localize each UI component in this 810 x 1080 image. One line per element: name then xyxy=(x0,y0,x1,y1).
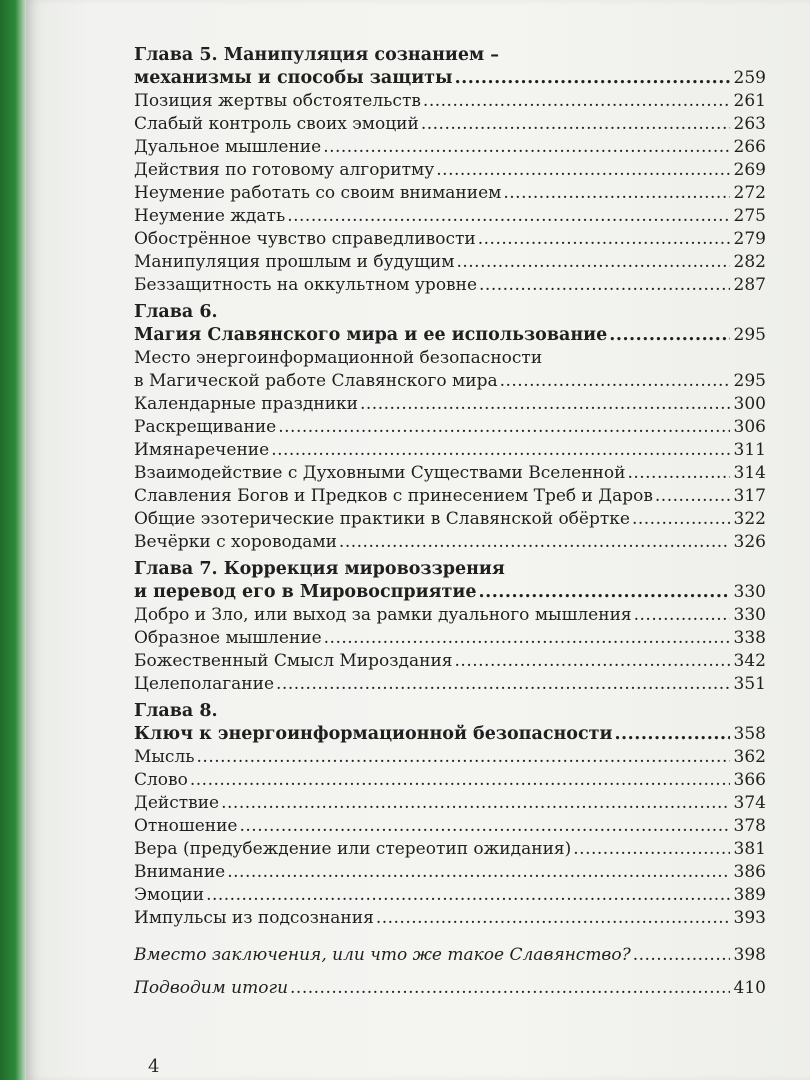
dot-leader xyxy=(633,944,730,967)
toc-entry xyxy=(134,673,766,696)
entry-title: Имянаречение xyxy=(134,440,270,460)
entry-page: 295 xyxy=(733,371,766,391)
chapter-6 xyxy=(134,301,766,554)
dot-leader xyxy=(655,485,730,508)
entry-page: 306 xyxy=(733,417,766,437)
toc-entry xyxy=(134,792,766,815)
entry-page: 322 xyxy=(733,509,766,529)
dot-leader xyxy=(376,907,730,930)
dot-leader xyxy=(503,182,729,205)
entry-page: 362 xyxy=(733,747,766,767)
entry-page: 287 xyxy=(733,275,766,295)
dot-leader xyxy=(287,205,729,228)
entry-title: Магия Славянского мира и ее использование xyxy=(134,325,608,345)
toc-entry xyxy=(134,205,766,228)
chapter-5 xyxy=(134,44,766,297)
entry-title: и перевод его в Мировосприятие xyxy=(134,582,477,602)
entry-title: Целеполагание xyxy=(134,674,275,694)
entry-page: 386 xyxy=(733,862,766,882)
entry-title: Добро и Зло, или выход за рамки дуального мышления xyxy=(134,605,632,625)
entry-page: 282 xyxy=(733,252,766,272)
toc-entry xyxy=(134,90,766,113)
toc-entry xyxy=(134,531,766,554)
chapter-8 xyxy=(134,700,766,930)
toc-entry xyxy=(134,861,766,884)
entry-title: Образное мышление xyxy=(134,628,322,648)
entry-page: 259 xyxy=(733,68,766,88)
entry-title: Манипуляция прошлым и будущим xyxy=(134,252,455,272)
entry-title: в Магической работе Славянского мира xyxy=(134,371,498,391)
toc-entry xyxy=(134,182,766,205)
entry-title: Беззащитность на оккультном уровне xyxy=(134,275,478,295)
book-cover-edge xyxy=(0,0,28,1080)
dot-leader xyxy=(478,228,730,251)
entry-title: Подводим итоги xyxy=(134,978,289,998)
entry-title: Отношение xyxy=(134,816,238,836)
entry-page: 314 xyxy=(733,463,766,483)
chapter-7 xyxy=(134,558,766,696)
entry-page: 338 xyxy=(733,628,766,648)
entry-page: 261 xyxy=(733,91,766,111)
toc-entry xyxy=(134,485,766,508)
dot-leader xyxy=(632,508,730,531)
toc-entry xyxy=(134,769,766,792)
toc-entry xyxy=(134,113,766,136)
entry-page: 330 xyxy=(733,582,766,602)
entry-page: 326 xyxy=(733,532,766,552)
dot-leader xyxy=(634,604,730,627)
dot-leader xyxy=(479,274,730,297)
entry-page: 330 xyxy=(733,605,766,625)
dot-leader xyxy=(500,370,730,393)
toc-entry xyxy=(134,907,766,930)
toc-entry xyxy=(134,324,766,347)
entry-page: 358 xyxy=(733,724,766,744)
dot-leader xyxy=(323,136,729,159)
dot-leader xyxy=(573,838,729,861)
entry-page: 393 xyxy=(733,908,766,928)
dot-leader xyxy=(197,746,730,769)
entry-title: Взаимодействие с Духовными Существами Вселенной xyxy=(134,463,626,483)
entry-page: 269 xyxy=(733,160,766,180)
dot-leader xyxy=(190,769,730,792)
spacer xyxy=(134,967,766,977)
book-page xyxy=(26,0,810,1080)
dot-leader xyxy=(479,581,730,604)
toc-entry-summary xyxy=(134,977,766,1000)
dot-leader xyxy=(627,462,729,485)
entry-title: Ключ к энергоинформационной безопасности xyxy=(134,724,613,744)
toc-entry xyxy=(134,604,766,627)
entry-title: Неумение ждать xyxy=(134,206,286,226)
toc-entry xyxy=(134,370,766,393)
toc-entry xyxy=(134,439,766,462)
entry-page: 351 xyxy=(733,674,766,694)
toc-entry xyxy=(134,416,766,439)
entry-title: Вечёрки с хороводами xyxy=(134,532,337,552)
entry-title: Слабый контроль своих эмоций xyxy=(134,114,419,134)
entry-page: 311 xyxy=(733,440,766,460)
entry-title: Слово xyxy=(134,770,188,790)
dot-leader xyxy=(278,416,729,439)
toc-entry xyxy=(134,251,766,274)
dot-leader xyxy=(455,650,730,673)
toc-entry xyxy=(134,815,766,838)
entry-page: 263 xyxy=(733,114,766,134)
spacer xyxy=(134,934,766,944)
entry-title: Внимание xyxy=(134,862,226,882)
entry-title: Импульсы из подсознания xyxy=(134,908,374,928)
entry-page: 366 xyxy=(733,770,766,790)
entry-title: Раскрещивание xyxy=(134,417,277,437)
entry-page: 266 xyxy=(733,137,766,157)
entry-page: 378 xyxy=(733,816,766,836)
entry-title: Мысль xyxy=(134,747,195,767)
toc-entry xyxy=(134,723,766,746)
entry-page: 342 xyxy=(733,651,766,671)
chapter-heading: Глава 6. xyxy=(134,302,218,322)
entry-page: 374 xyxy=(733,793,766,813)
toc-entry xyxy=(134,67,766,90)
toc-entry xyxy=(134,884,766,907)
entry-title: Неумение работать со своим вниманием xyxy=(134,183,502,203)
page-number: 4 xyxy=(148,1056,160,1077)
dot-leader xyxy=(421,113,730,136)
toc-entry-line: Место энергоинформационной безопасности xyxy=(134,348,543,368)
entry-page: 300 xyxy=(733,394,766,414)
dot-leader xyxy=(609,324,729,347)
entry-page: 279 xyxy=(733,229,766,249)
entry-title: Позиция жертвы обстоятельств xyxy=(134,91,421,111)
entry-page: 398 xyxy=(733,945,766,965)
entry-title: Действия по готовому алгоритму xyxy=(134,160,435,180)
entry-page: 275 xyxy=(733,206,766,226)
entry-title: Вера (предубеждение или стереотип ожидания) xyxy=(134,839,572,859)
toc-entry xyxy=(134,228,766,251)
entry-title: Обострённое чувство справедливости xyxy=(134,229,476,249)
entry-title: Славления Богов и Предков с принесением Треб и Даров xyxy=(134,486,653,506)
dot-leader xyxy=(271,439,729,462)
dot-leader xyxy=(455,67,730,90)
toc-entry xyxy=(134,393,766,416)
toc-entry xyxy=(134,838,766,861)
entry-page: 381 xyxy=(733,839,766,859)
toc-entry xyxy=(134,746,766,769)
dot-leader xyxy=(360,393,730,416)
dot-leader xyxy=(276,673,730,696)
dot-leader xyxy=(339,531,730,554)
chapter-heading: Глава 8. xyxy=(134,701,218,721)
dot-leader xyxy=(290,977,730,1000)
entry-title: Вместо заключения, или что же такое Славянство? xyxy=(134,945,631,965)
toc-entry xyxy=(134,581,766,604)
toc-entry xyxy=(134,627,766,650)
dot-leader xyxy=(206,884,729,907)
dot-leader xyxy=(324,627,730,650)
entry-page: 272 xyxy=(733,183,766,203)
entry-page: 295 xyxy=(733,325,766,345)
toc-entry xyxy=(134,462,766,485)
dot-leader xyxy=(436,159,729,182)
table-of-contents xyxy=(134,44,766,1000)
entry-title: Дуальное мышление xyxy=(134,137,322,157)
dot-leader xyxy=(221,792,729,815)
entry-page: 389 xyxy=(733,885,766,905)
dot-leader xyxy=(614,723,729,746)
dot-leader xyxy=(240,815,730,838)
entry-page: 317 xyxy=(733,486,766,506)
chapter-heading: Глава 5. Манипуляция сознанием – xyxy=(134,45,500,65)
entry-page: 410 xyxy=(733,978,766,998)
entry-title: Эмоции xyxy=(134,885,205,905)
toc-entry xyxy=(134,650,766,673)
toc-entry xyxy=(134,159,766,182)
toc-entry xyxy=(134,274,766,297)
entry-title: механизмы и способы защиты xyxy=(134,68,453,88)
dot-leader xyxy=(456,251,729,274)
toc-entry-conclusion xyxy=(134,944,766,967)
chapter-heading: Глава 7. Коррекция мировоззрения xyxy=(134,559,505,579)
entry-title: Календарные праздники xyxy=(134,394,358,414)
entry-title: Действие xyxy=(134,793,220,813)
toc-entry xyxy=(134,136,766,159)
entry-title: Божественный Смысл Мироздания xyxy=(134,651,453,671)
dot-leader xyxy=(423,90,730,113)
toc-entry xyxy=(134,508,766,531)
dot-leader xyxy=(227,861,729,884)
entry-title: Общие эзотерические практики в Славянской обёртке xyxy=(134,509,630,529)
